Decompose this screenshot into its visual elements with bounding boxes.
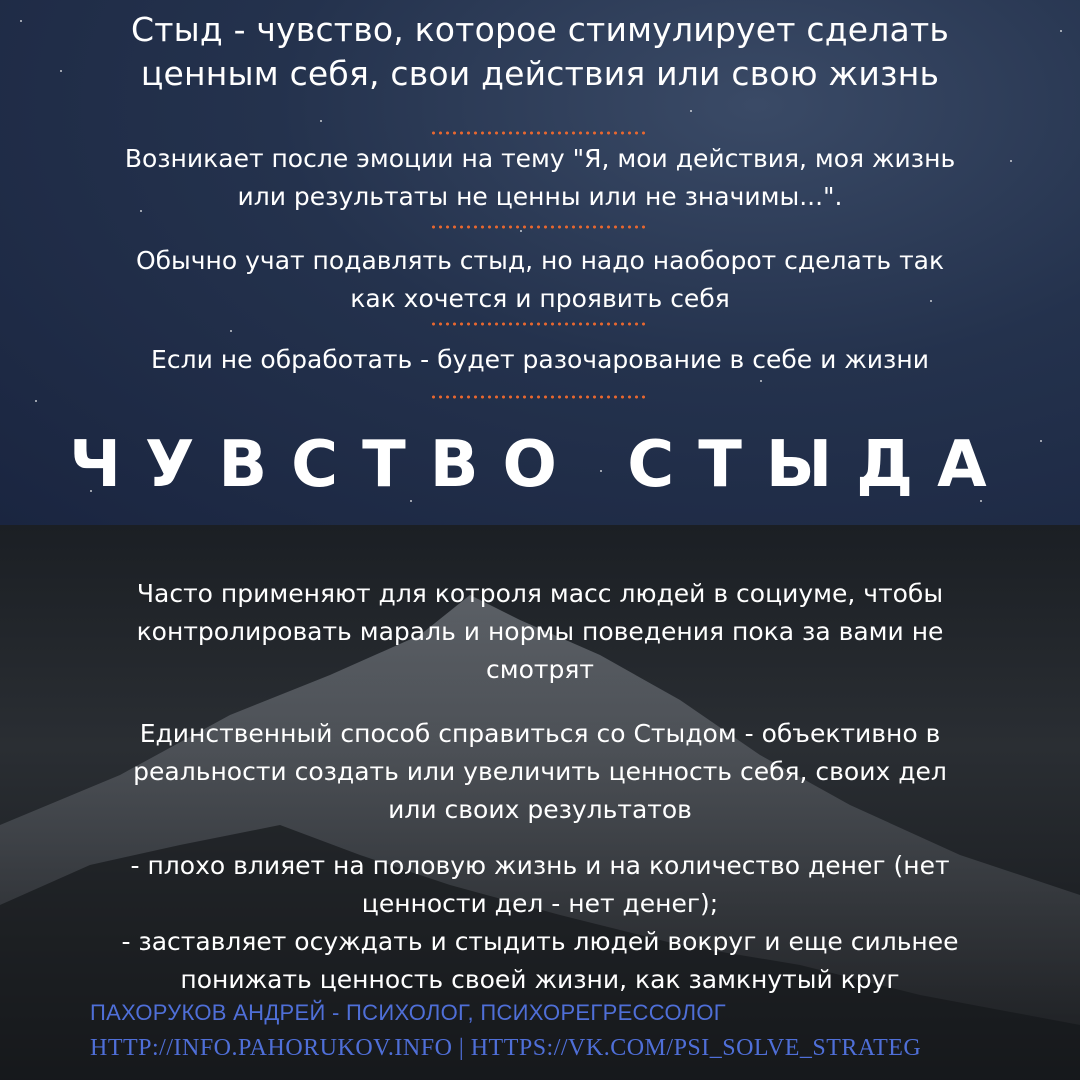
headline-line1: Стыд - чувство, которое стимулирует сделать [130, 10, 950, 49]
author-signature: ПАХОРУКОВ АНДРЕЙ - ПСИХОЛОГ, ПСИХОРЕГРЕССОЛОГ [90, 1000, 726, 1025]
paragraph-6-line1: - плохо влияет на половую жизнь и на количество денег (нет [130, 851, 950, 880]
paragraph-5-line1: Единственный способ справиться со Стыдом - объективно в [139, 719, 941, 748]
paragraph-6-line4: понижать ценность своей жизни, как замкнутый круг [180, 965, 900, 994]
paragraph-6-line3: - заставляет осуждать и стыдить людей вокруг и еще сильнее [121, 927, 959, 956]
paragraph-2 [0, 242, 1080, 318]
paragraph-2-line2: как хочется и проявить себя [350, 284, 730, 313]
paragraph-1-line2: или результаты не ценны или не значимы...". [237, 182, 843, 211]
dotted-divider [430, 395, 645, 399]
paragraph-4 [0, 575, 1080, 689]
dotted-divider [430, 131, 645, 135]
headline [0, 8, 1080, 96]
paragraph-5-line3: или своих результатов [388, 795, 692, 824]
author-links[interactable]: HTTP://INFO.PAHORUKOV.INFO | HTTPS://VK.COM/PSI_SOLVE_STRATEG [90, 1035, 922, 1061]
paragraph-6-line2: ценности дел - нет денег); [361, 889, 719, 918]
dotted-divider [430, 225, 645, 229]
paragraph-2-line1: Обычно учат подавлять стыд, но надо наоборот сделать так [135, 246, 945, 275]
paragraph-1 [0, 140, 1080, 216]
headline-line2: ценным себя, свои действия или свою жизнь [140, 54, 940, 93]
paragraph-6 [0, 847, 1080, 999]
dotted-divider [430, 322, 645, 326]
paragraph-1-line1: Возникает после эмоции на тему "Я, мои действия, моя жизнь [124, 144, 956, 173]
paragraph-4-line1: Часто применяют для котроля масс людей в социуме, чтобы [136, 579, 944, 608]
paragraph-3 [0, 341, 1080, 379]
paragraph-3-line1: Если не обработать - будет разочарование в себе и жизни [151, 345, 929, 374]
main-title: ЧУВСТВО СТЫДА [69, 428, 1011, 502]
paragraph-4-line3: смотрят [486, 655, 594, 684]
paragraph-5-line2: реальности создать или увеличить ценность себя, своих дел [133, 757, 947, 786]
paragraph-4-line2: контролировать мараль и нормы поведения пока за вами не [136, 617, 944, 646]
paragraph-5 [0, 715, 1080, 829]
